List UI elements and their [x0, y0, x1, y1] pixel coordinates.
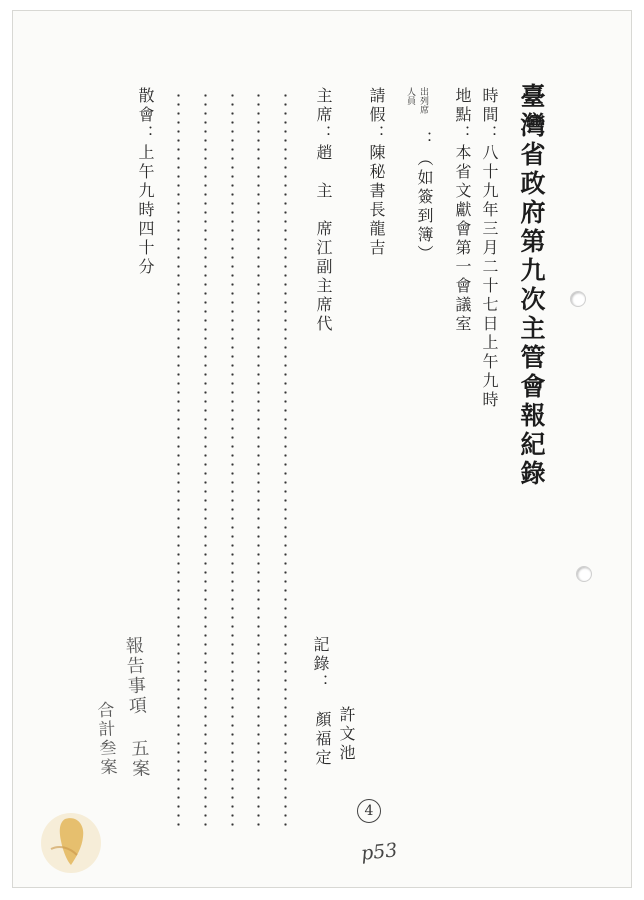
blank-line-5: [177, 91, 180, 826]
adjourn-value: 上午九時四十分: [136, 144, 155, 277]
adjourn-row: 散會：上午九時四十分: [136, 87, 155, 277]
punch-hole-top: [570, 291, 586, 307]
margin-note: 報告事項 五案: [122, 635, 151, 780]
leave-label: 請假: [367, 87, 386, 125]
recorder-row: 記錄：: [311, 636, 330, 693]
chair-label: 主席: [314, 87, 333, 125]
blank-line-4: [204, 91, 207, 826]
attendees-label-top: 出列席: [418, 87, 428, 114]
adjourn-label: 散會: [136, 87, 155, 125]
page-reference: p53: [359, 839, 399, 865]
chair-value: 趙 主 席江副主席代: [314, 144, 333, 334]
document-page: [12, 10, 632, 888]
place-row: 地點：本省文獻會第一會議室: [453, 87, 472, 334]
time-value: 八十九年三月二十七日上午九時: [480, 144, 499, 410]
recorder-label: 記錄: [311, 636, 330, 674]
place-label: 地點: [453, 87, 472, 125]
attendees-value-row: ：（如簽到簿）: [415, 131, 434, 264]
leave-row: 請假：陳秘書長龍吉: [367, 87, 386, 258]
recorder-name-2: 顏福定: [313, 711, 332, 768]
leave-value: 陳秘書長龍吉: [367, 144, 386, 258]
recorder-name-1: 許文池: [337, 706, 356, 763]
time-row: 時間：八十九年三月二十七日上午九時: [480, 87, 499, 410]
margin-note-2: 合計叁案: [93, 700, 117, 778]
document-title: 臺灣省政府第九次主管會報紀錄: [517, 83, 546, 489]
time-label: 時間: [480, 87, 499, 125]
punch-hole-bottom: [576, 566, 592, 582]
circled-number: [357, 799, 381, 823]
attendees-label-bottom: 人員: [405, 87, 415, 105]
attendees-value: （如簽到簿）: [415, 150, 434, 264]
blank-line-3: [231, 91, 234, 826]
circled-number-text: 4: [364, 803, 374, 819]
chair-row: 主席：趙 主 席江副主席代: [314, 87, 333, 334]
blank-line-2: [257, 91, 260, 826]
taiwan-logo-watermark: [33, 801, 113, 876]
place-value: 本省文獻會第一會議室: [453, 144, 472, 334]
blank-line-1: [284, 91, 287, 826]
attendees-label: [405, 87, 431, 127]
